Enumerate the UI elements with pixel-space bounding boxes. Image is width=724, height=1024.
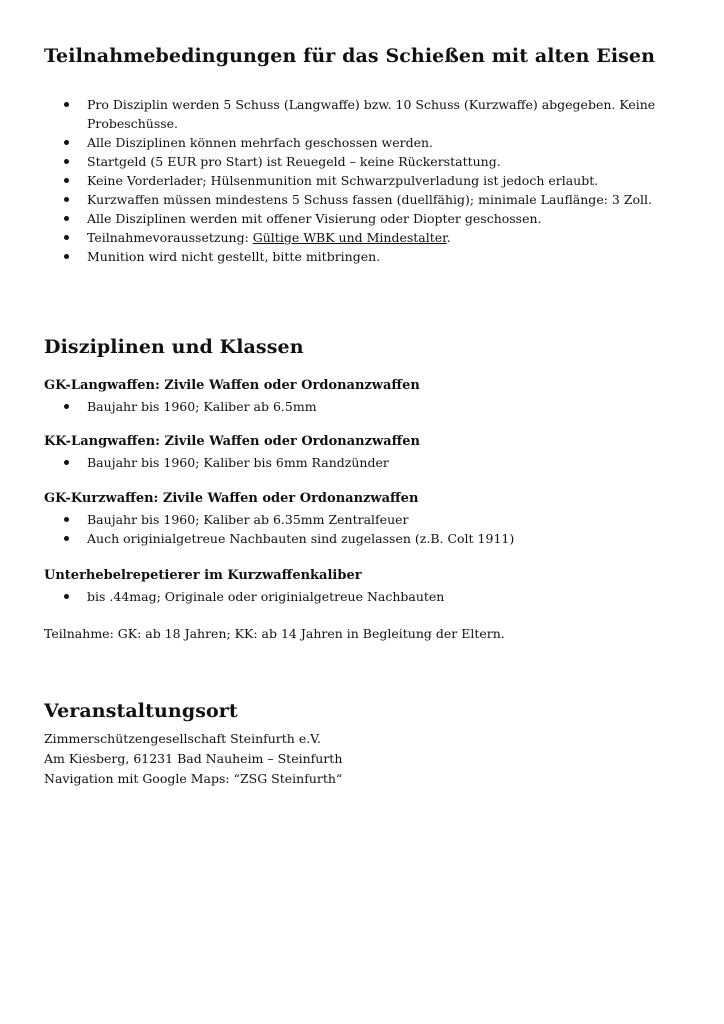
class-title: GK-Langwaffen: Zivile Waffen oder Ordonanzwaffen	[44, 378, 420, 393]
class-title: Unterhebelrepetierer im Kurzwaffenkaliber	[44, 568, 362, 583]
class-list	[62, 587, 682, 606]
list-item-text: bis .44mag; Originale oder originialgetreue Nachbauten	[87, 589, 445, 604]
list-item	[62, 133, 682, 152]
bullet-icon	[64, 235, 69, 240]
bullet-icon	[64, 178, 69, 183]
list-item	[62, 190, 682, 209]
list-item-text: Startgeld (5 EUR pro Start) ist Reuegeld – keine Rückerstattung.	[87, 154, 501, 169]
participation-note: Teilnahme: GK: ab 18 Jahren; KK: ab 14 Jahren in Begleitung der Eltern.	[44, 626, 505, 641]
class-title: KK-Langwaffen: Zivile Waffen oder Ordonanzwaffen	[44, 434, 421, 449]
list-item-text: Baujahr bis 1960; Kaliber ab 6.5mm	[87, 399, 317, 414]
list-item	[62, 453, 682, 472]
bullet-icon	[64, 254, 69, 259]
venue-navigation: Navigation mit Google Maps: “ZSG Steinfurth“	[44, 771, 343, 786]
list-item	[62, 397, 682, 416]
disciplines-heading: Disziplinen und Klassen	[44, 336, 304, 358]
list-item	[62, 529, 682, 548]
bullet-icon	[64, 536, 69, 541]
list-item	[62, 228, 682, 247]
bullet-icon	[64, 159, 69, 164]
conditions-heading: Teilnahmebedingungen für das Schießen mit alten Eisen	[44, 45, 656, 67]
venue-address: Am Kiesberg, 61231 Bad Nauheim – Steinfurth	[44, 751, 343, 766]
list-item	[62, 209, 682, 228]
list-item-text: Munition wird nicht gestellt, bitte mitbringen.	[87, 249, 381, 264]
list-item-text: Baujahr bis 1960; Kaliber ab 6.35mm Zentralfeuer	[87, 512, 409, 527]
list-item-text: Alle Disziplinen werden mit offener Visierung oder Diopter geschossen.	[87, 211, 542, 226]
bullet-icon	[64, 594, 69, 599]
requirement-link[interactable]: Gültige WBK und Mindestalter	[252, 230, 447, 245]
list-item-text: Auch originialgetreue Nachbauten sind zugelassen (z.B. Colt 1911)	[87, 531, 515, 546]
bullet-icon	[64, 102, 69, 107]
bullet-icon	[64, 140, 69, 145]
bullet-icon	[64, 517, 69, 522]
venue-heading: Veranstaltungsort	[44, 700, 238, 722]
list-item	[62, 587, 682, 606]
list-item-prefix: Teilnahmevoraussetzung:	[87, 230, 253, 245]
bullet-icon	[64, 460, 69, 465]
bullet-icon	[64, 404, 69, 409]
list-item	[62, 510, 682, 529]
class-list	[62, 397, 682, 416]
list-item-suffix: .	[446, 230, 451, 245]
list-item	[62, 171, 682, 190]
list-item	[62, 152, 682, 171]
bullet-icon	[64, 197, 69, 202]
list-item-text: Pro Disziplin werden 5 Schuss (Langwaffe) bzw. 10 Schuss (Kurzwaffe) abgegeben. Keine Probeschüsse.	[87, 97, 656, 131]
list-item-text: Keine Vorderlader; Hülsenmunition mit Schwarzpulverladung ist jedoch erlaubt.	[87, 173, 599, 188]
list-item	[62, 247, 682, 266]
conditions-list	[62, 95, 682, 266]
class-title: GK-Kurzwaffen: Zivile Waffen oder Ordonanzwaffen	[44, 491, 419, 506]
list-item-text: Kurzwaffen müssen mindestens 5 Schuss fassen (duellfähig); minimale Lauflänge: 3 Zoll.	[87, 192, 653, 207]
list-item-text: Alle Disziplinen können mehrfach geschossen werden.	[87, 135, 434, 150]
venue-club-name: Zimmerschützengesellschaft Steinfurth e.V.	[44, 731, 322, 746]
list-item-text: Baujahr bis 1960; Kaliber bis 6mm Randzünder	[87, 455, 389, 470]
bullet-icon	[64, 216, 69, 221]
class-list	[62, 453, 682, 472]
class-list	[62, 510, 682, 548]
list-item	[62, 95, 682, 133]
